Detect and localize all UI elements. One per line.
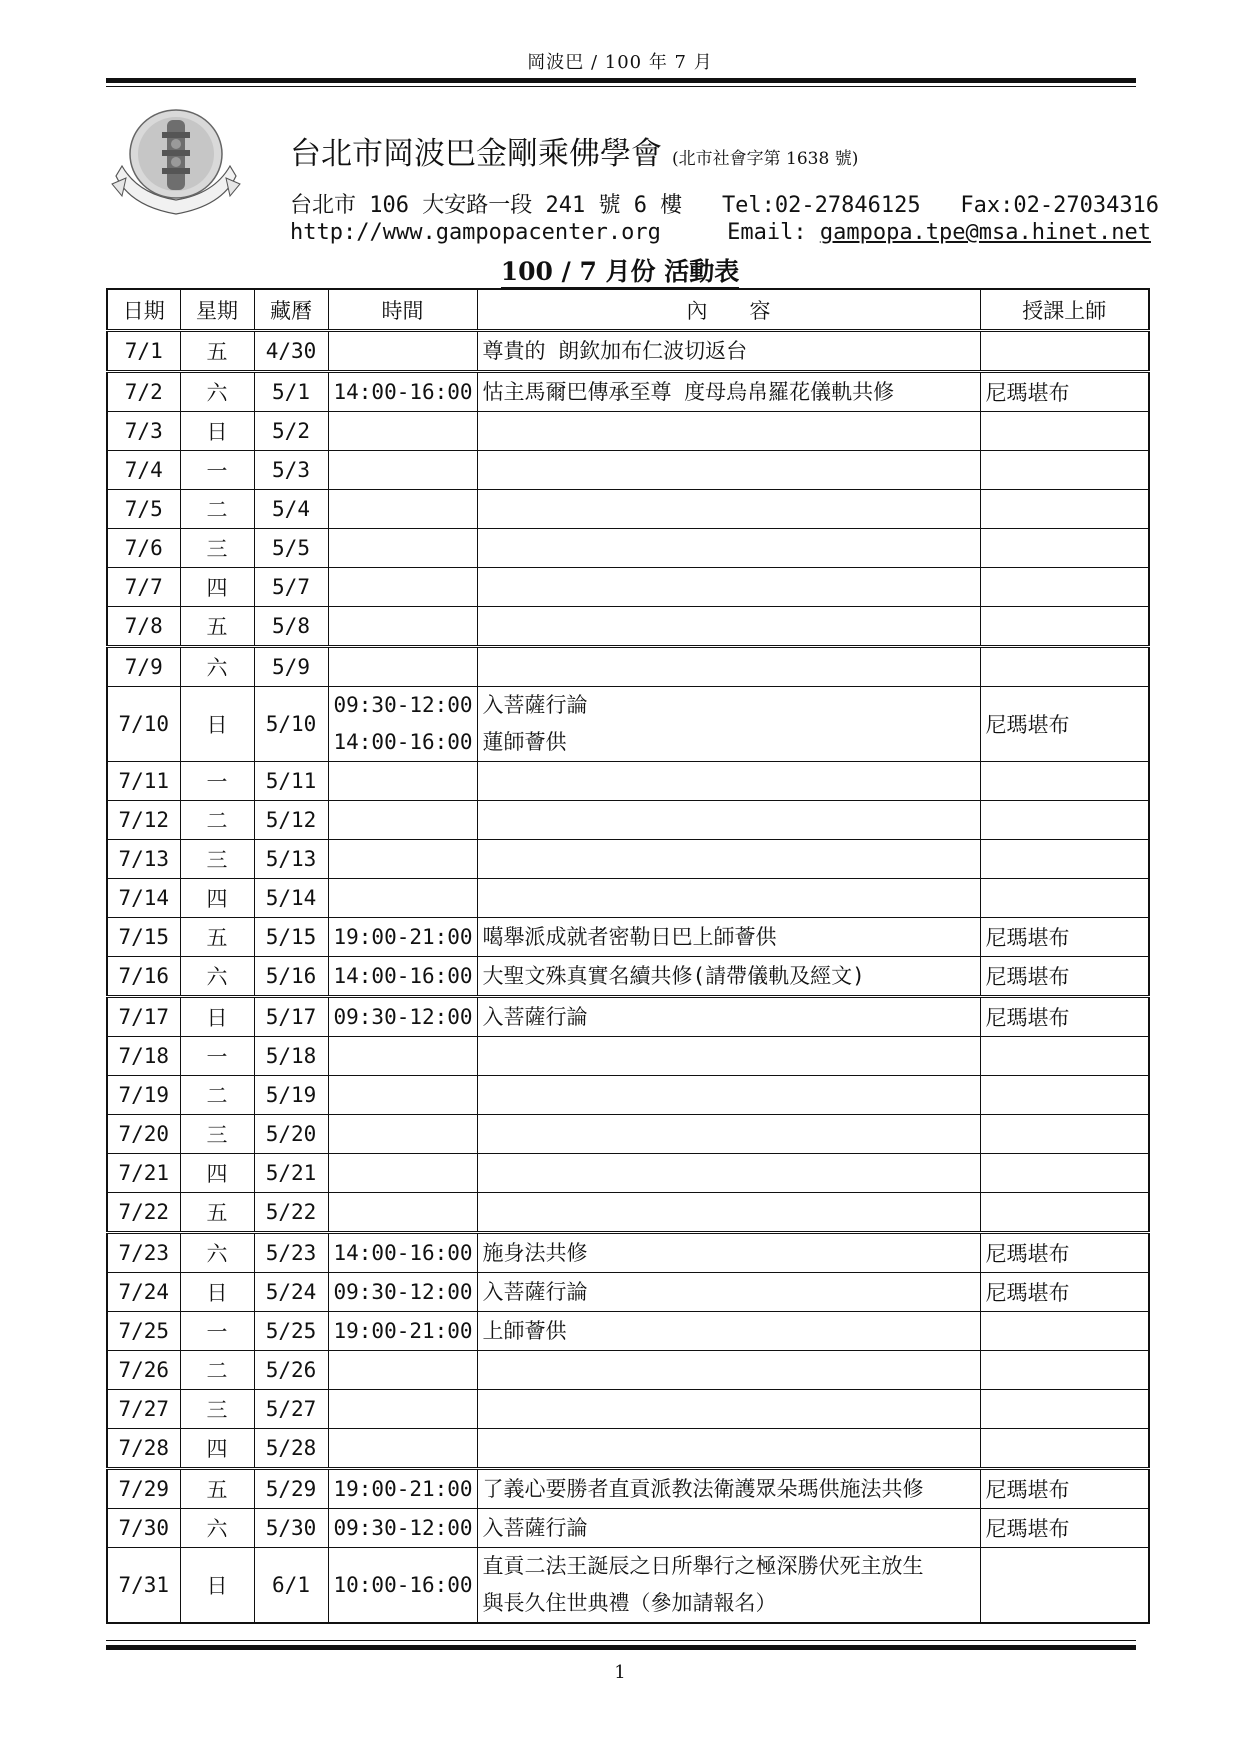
cell-time xyxy=(328,957,477,997)
time-line: 19:00-21:00 xyxy=(333,1318,473,1343)
cell-date: 7/19 xyxy=(107,1076,180,1115)
cell-tibetan-date: 5/30 xyxy=(254,1509,328,1548)
cell-weekday: 五 xyxy=(180,331,254,372)
cell-date: 7/25 xyxy=(107,1312,180,1351)
cell-date: 7/13 xyxy=(107,840,180,879)
cell-teacher xyxy=(980,1037,1149,1076)
registration-number: (北市社會字第 1638 號) xyxy=(672,149,859,169)
table-row xyxy=(107,1037,1149,1076)
table-row xyxy=(107,1429,1149,1469)
website-link[interactable]: http://www.gampopacenter.org xyxy=(290,220,661,245)
cell-time xyxy=(328,451,477,490)
email-link[interactable]: gampopa.tpe@msa.hinet.net xyxy=(819,220,1151,245)
time-line: 09:30-12:00 xyxy=(333,1279,473,1304)
cell-weekday: 六 xyxy=(180,372,254,412)
table-row xyxy=(107,412,1149,451)
cell-content xyxy=(477,490,980,529)
cell-date: 7/29 xyxy=(107,1469,180,1509)
cell-time xyxy=(328,879,477,918)
column-header-time: 時間 xyxy=(328,289,477,331)
cell-content xyxy=(477,687,980,762)
cell-teacher xyxy=(980,1429,1149,1469)
cell-time xyxy=(328,412,477,451)
cell-weekday: 二 xyxy=(180,490,254,529)
cell-content xyxy=(477,1273,980,1312)
cell-date: 7/11 xyxy=(107,762,180,801)
cell-content xyxy=(477,997,980,1037)
cell-time xyxy=(328,1273,477,1312)
content-line: 直貢二法王誕辰之日所舉行之極深勝伏死主放生 xyxy=(482,1554,924,1578)
cell-time xyxy=(328,1233,477,1273)
cell-date: 7/10 xyxy=(107,687,180,762)
cell-content xyxy=(477,1351,980,1390)
cell-time xyxy=(328,1390,477,1429)
table-row xyxy=(107,1390,1149,1429)
time-line: 14:00-16:00 xyxy=(333,963,473,988)
cell-teacher xyxy=(980,801,1149,840)
cell-weekday: 三 xyxy=(180,1115,254,1154)
content-line: 蓮師薈供 xyxy=(482,730,567,754)
table-row xyxy=(107,1273,1149,1312)
cell-tibetan-date: 5/2 xyxy=(254,412,328,451)
cell-date: 7/24 xyxy=(107,1273,180,1312)
column-header-content: 內 容 xyxy=(477,289,980,331)
cell-content xyxy=(477,957,980,997)
cell-time xyxy=(328,1312,477,1351)
time-line: 10:00-16:00 xyxy=(333,1572,473,1597)
column-header-teacher: 授課上師 xyxy=(980,289,1149,331)
time-line: 19:00-21:00 xyxy=(333,1476,473,1501)
cell-weekday: 六 xyxy=(180,1233,254,1273)
cell-tibetan-date: 5/13 xyxy=(254,840,328,879)
content-line: 了義心要勝者直貢派教法衛護眾朵瑪供施法共修 xyxy=(482,1476,924,1501)
table-row xyxy=(107,1233,1149,1273)
table-row xyxy=(107,840,1149,879)
cell-tibetan-date: 5/29 xyxy=(254,1469,328,1509)
cell-teacher xyxy=(980,1351,1149,1390)
cell-content xyxy=(477,412,980,451)
contact-line xyxy=(290,188,1159,219)
table-row xyxy=(107,1193,1149,1233)
cell-content xyxy=(477,1115,980,1154)
cell-tibetan-date: 5/18 xyxy=(254,1037,328,1076)
cell-tibetan-date: 5/22 xyxy=(254,1193,328,1233)
cell-date: 7/28 xyxy=(107,1429,180,1469)
schedule-title xyxy=(0,252,1240,288)
table-row xyxy=(107,1115,1149,1154)
cell-tibetan-date: 5/16 xyxy=(254,957,328,997)
cell-teacher xyxy=(980,762,1149,801)
cell-date: 7/26 xyxy=(107,1351,180,1390)
cell-date: 7/20 xyxy=(107,1115,180,1154)
cell-content xyxy=(477,331,980,372)
cell-weekday: 六 xyxy=(180,647,254,687)
table-row xyxy=(107,918,1149,957)
cell-teacher xyxy=(980,1115,1149,1154)
cell-tibetan-date: 5/27 xyxy=(254,1390,328,1429)
cell-teacher xyxy=(980,1548,1149,1624)
cell-date: 7/30 xyxy=(107,1509,180,1548)
content-line: 入菩薩行論 xyxy=(482,1279,588,1304)
cell-content xyxy=(477,568,980,607)
content-line: 怙主馬爾巴傳承至尊 度母烏帛羅花儀軌共修 xyxy=(482,379,895,404)
content-line: 尊貴的 朗欽加布仁波切返台 xyxy=(482,338,748,363)
cell-teacher xyxy=(980,1390,1149,1429)
cell-date: 7/12 xyxy=(107,801,180,840)
cell-tibetan-date: 5/1 xyxy=(254,372,328,412)
cell-time xyxy=(328,840,477,879)
cell-date: 7/3 xyxy=(107,412,180,451)
cell-date: 7/17 xyxy=(107,997,180,1037)
time-line: 14:00-16:00 xyxy=(333,379,473,404)
cell-content xyxy=(477,1193,980,1233)
time-line: 19:00-21:00 xyxy=(333,924,473,949)
table-row xyxy=(107,647,1149,687)
cell-tibetan-date: 5/11 xyxy=(254,762,328,801)
footer-rule xyxy=(106,1645,1136,1650)
email-label: Email: xyxy=(727,220,807,245)
telephone: Tel:02-27846125 xyxy=(721,193,921,218)
cell-content xyxy=(477,372,980,412)
table-row xyxy=(107,1076,1149,1115)
table-row xyxy=(107,607,1149,647)
cell-tibetan-date: 5/23 xyxy=(254,1233,328,1273)
cell-tibetan-date: 5/26 xyxy=(254,1351,328,1390)
cell-time xyxy=(328,1076,477,1115)
cell-tibetan-date: 4/30 xyxy=(254,331,328,372)
table-row xyxy=(107,1509,1149,1548)
cell-date: 7/23 xyxy=(107,1233,180,1273)
cell-date: 7/14 xyxy=(107,879,180,918)
content-line: 施身法共修 xyxy=(482,1240,588,1265)
cell-time xyxy=(328,997,477,1037)
cell-time xyxy=(328,568,477,607)
cell-time xyxy=(328,918,477,957)
cell-tibetan-date: 5/19 xyxy=(254,1076,328,1115)
time-line: 09:30-12:00 xyxy=(333,693,473,717)
cell-weekday: 六 xyxy=(180,957,254,997)
table-row xyxy=(107,490,1149,529)
cell-content xyxy=(477,762,980,801)
cell-time xyxy=(328,1469,477,1509)
header-rule-thin xyxy=(106,86,1136,87)
cell-tibetan-date: 5/7 xyxy=(254,568,328,607)
cell-content xyxy=(477,647,980,687)
cell-teacher xyxy=(980,1076,1149,1115)
cell-content xyxy=(477,1469,980,1509)
cell-date: 7/31 xyxy=(107,1548,180,1624)
cell-weekday: 六 xyxy=(180,1509,254,1548)
cell-time xyxy=(328,762,477,801)
cell-tibetan-date: 6/1 xyxy=(254,1548,328,1624)
organization-name-text: 台北市岡波巴金剛乘佛學會 xyxy=(290,136,662,172)
cell-tibetan-date: 5/28 xyxy=(254,1429,328,1469)
cell-time xyxy=(328,607,477,647)
column-header-date: 日期 xyxy=(107,289,180,331)
cell-teacher xyxy=(980,1193,1149,1233)
table-row xyxy=(107,451,1149,490)
cell-content xyxy=(477,1233,980,1273)
cell-weekday: 五 xyxy=(180,918,254,957)
cell-teacher xyxy=(980,490,1149,529)
cell-teacher: 尼瑪堪布 xyxy=(980,1509,1149,1548)
cell-content xyxy=(477,879,980,918)
page-number: 1 xyxy=(614,1662,626,1683)
cell-content xyxy=(477,1154,980,1193)
cell-weekday: 五 xyxy=(180,1469,254,1509)
table-row xyxy=(107,801,1149,840)
time-line: 14:00-16:00 xyxy=(333,730,473,754)
table-row xyxy=(107,1548,1149,1624)
cell-content xyxy=(477,1037,980,1076)
cell-teacher: 尼瑪堪布 xyxy=(980,372,1149,412)
cell-teacher xyxy=(980,607,1149,647)
cell-time xyxy=(328,529,477,568)
cell-weekday: 二 xyxy=(180,801,254,840)
cell-teacher: 尼瑪堪布 xyxy=(980,918,1149,957)
cell-time xyxy=(328,490,477,529)
cell-teacher: 尼瑪堪布 xyxy=(980,1273,1149,1312)
cell-weekday: 日 xyxy=(180,997,254,1037)
content-line: 與長久住世典禮（參加請報名） xyxy=(482,1591,777,1615)
content-line: 噶舉派成就者密勒日巴上師薈供 xyxy=(482,924,777,949)
cell-time xyxy=(328,801,477,840)
cell-weekday: 二 xyxy=(180,1076,254,1115)
time-line: 09:30-12:00 xyxy=(333,1004,473,1029)
cell-content xyxy=(477,451,980,490)
cell-teacher: 尼瑪堪布 xyxy=(980,997,1149,1037)
cell-weekday: 日 xyxy=(180,1273,254,1312)
content-line: 上師薈供 xyxy=(482,1318,567,1343)
cell-tibetan-date: 5/14 xyxy=(254,879,328,918)
cell-date: 7/22 xyxy=(107,1193,180,1233)
cell-weekday: 四 xyxy=(180,1154,254,1193)
cell-teacher xyxy=(980,647,1149,687)
table-row xyxy=(107,1154,1149,1193)
cell-tibetan-date: 5/10 xyxy=(254,687,328,762)
cell-teacher: 尼瑪堪布 xyxy=(980,957,1149,997)
cell-weekday: 日 xyxy=(180,1548,254,1624)
footer-rule-thin xyxy=(106,1640,1136,1641)
table-row xyxy=(107,1351,1149,1390)
cell-teacher: 尼瑪堪布 xyxy=(980,1469,1149,1509)
cell-weekday: 一 xyxy=(180,451,254,490)
web-contact-line xyxy=(290,220,1151,245)
cell-time xyxy=(328,1509,477,1548)
cell-teacher xyxy=(980,529,1149,568)
cell-date: 7/7 xyxy=(107,568,180,607)
cell-date: 7/21 xyxy=(107,1154,180,1193)
cell-content xyxy=(477,840,980,879)
cell-time xyxy=(328,331,477,372)
cell-teacher xyxy=(980,879,1149,918)
cell-weekday: 二 xyxy=(180,1351,254,1390)
cell-weekday: 日 xyxy=(180,412,254,451)
table-row xyxy=(107,568,1149,607)
cell-date: 7/6 xyxy=(107,529,180,568)
cell-weekday: 四 xyxy=(180,1429,254,1469)
cell-time xyxy=(328,372,477,412)
cell-date: 7/4 xyxy=(107,451,180,490)
cell-date: 7/18 xyxy=(107,1037,180,1076)
cell-weekday: 三 xyxy=(180,1390,254,1429)
cell-time xyxy=(328,1037,477,1076)
cell-date: 7/8 xyxy=(107,607,180,647)
cell-date: 7/15 xyxy=(107,918,180,957)
cell-content xyxy=(477,529,980,568)
cell-date: 7/27 xyxy=(107,1390,180,1429)
cell-content xyxy=(477,1312,980,1351)
cell-teacher xyxy=(980,412,1149,451)
column-header-tibetan-date: 藏曆 xyxy=(254,289,328,331)
organization-logo xyxy=(110,106,242,226)
cell-weekday: 日 xyxy=(180,687,254,762)
column-header-weekday: 星期 xyxy=(180,289,254,331)
cell-date: 7/9 xyxy=(107,647,180,687)
cell-teacher xyxy=(980,568,1149,607)
cell-content xyxy=(477,1390,980,1429)
running-header: 岡波巴 / 100 年 7 月 xyxy=(527,52,713,73)
activity-schedule-table xyxy=(106,288,1150,1624)
cell-content xyxy=(477,918,980,957)
cell-weekday: 三 xyxy=(180,529,254,568)
cell-teacher xyxy=(980,1154,1149,1193)
cell-teacher xyxy=(980,1312,1149,1351)
cell-date: 7/1 xyxy=(107,331,180,372)
table-row xyxy=(107,997,1149,1037)
header-rule xyxy=(106,78,1136,83)
time-line: 09:30-12:00 xyxy=(333,1515,473,1540)
table-row xyxy=(107,529,1149,568)
organization-name xyxy=(290,128,858,173)
fax: Fax:02-27034316 xyxy=(960,193,1160,218)
cell-weekday: 一 xyxy=(180,762,254,801)
address: 台北市 106 大安路一段 241 號 6 樓 xyxy=(290,193,683,218)
cell-time xyxy=(328,647,477,687)
cell-tibetan-date: 5/9 xyxy=(254,647,328,687)
cell-tibetan-date: 5/4 xyxy=(254,490,328,529)
cell-content xyxy=(477,607,980,647)
cell-tibetan-date: 5/17 xyxy=(254,997,328,1037)
cell-tibetan-date: 5/8 xyxy=(254,607,328,647)
cell-weekday: 五 xyxy=(180,1193,254,1233)
cell-weekday: 一 xyxy=(180,1312,254,1351)
cell-weekday: 四 xyxy=(180,879,254,918)
cell-time xyxy=(328,687,477,762)
table-row xyxy=(107,331,1149,372)
table-row xyxy=(107,1469,1149,1509)
schedule-title-text: 100 / 7 月份 活動表 xyxy=(501,257,740,289)
table-row xyxy=(107,687,1149,762)
content-line: 入菩薩行論 xyxy=(482,1004,588,1029)
cell-tibetan-date: 5/12 xyxy=(254,801,328,840)
cell-teacher xyxy=(980,331,1149,372)
table-row xyxy=(107,372,1149,412)
cell-tibetan-date: 5/25 xyxy=(254,1312,328,1351)
cell-teacher: 尼瑪堪布 xyxy=(980,687,1149,762)
cell-time xyxy=(328,1429,477,1469)
table-row xyxy=(107,762,1149,801)
table-row xyxy=(107,957,1149,997)
cell-date: 7/2 xyxy=(107,372,180,412)
cell-time xyxy=(328,1351,477,1390)
cell-weekday: 五 xyxy=(180,607,254,647)
cell-date: 7/16 xyxy=(107,957,180,997)
cell-tibetan-date: 5/5 xyxy=(254,529,328,568)
cell-time xyxy=(328,1548,477,1624)
content-line: 入菩薩行論 xyxy=(482,1515,588,1540)
cell-content xyxy=(477,1548,980,1624)
content-line: 大聖文殊真實名續共修(請帶儀軌及經文) xyxy=(482,963,865,988)
cell-teacher xyxy=(980,451,1149,490)
table-header-row xyxy=(107,289,1149,331)
table-row xyxy=(107,1312,1149,1351)
cell-time xyxy=(328,1193,477,1233)
cell-tibetan-date: 5/21 xyxy=(254,1154,328,1193)
cell-weekday: 四 xyxy=(180,568,254,607)
cell-teacher xyxy=(980,840,1149,879)
cell-tibetan-date: 5/15 xyxy=(254,918,328,957)
cell-tibetan-date: 5/24 xyxy=(254,1273,328,1312)
content-line: 入菩薩行論 xyxy=(482,693,588,717)
cell-tibetan-date: 5/20 xyxy=(254,1115,328,1154)
table-row xyxy=(107,879,1149,918)
cell-content xyxy=(477,1429,980,1469)
cell-content xyxy=(477,1509,980,1548)
cell-time xyxy=(328,1154,477,1193)
cell-content xyxy=(477,1076,980,1115)
cell-time xyxy=(328,1115,477,1154)
cell-weekday: 三 xyxy=(180,840,254,879)
cell-tibetan-date: 5/3 xyxy=(254,451,328,490)
time-line: 14:00-16:00 xyxy=(333,1240,473,1265)
cell-weekday: 一 xyxy=(180,1037,254,1076)
cell-content xyxy=(477,801,980,840)
cell-teacher: 尼瑪堪布 xyxy=(980,1233,1149,1273)
cell-date: 7/5 xyxy=(107,490,180,529)
